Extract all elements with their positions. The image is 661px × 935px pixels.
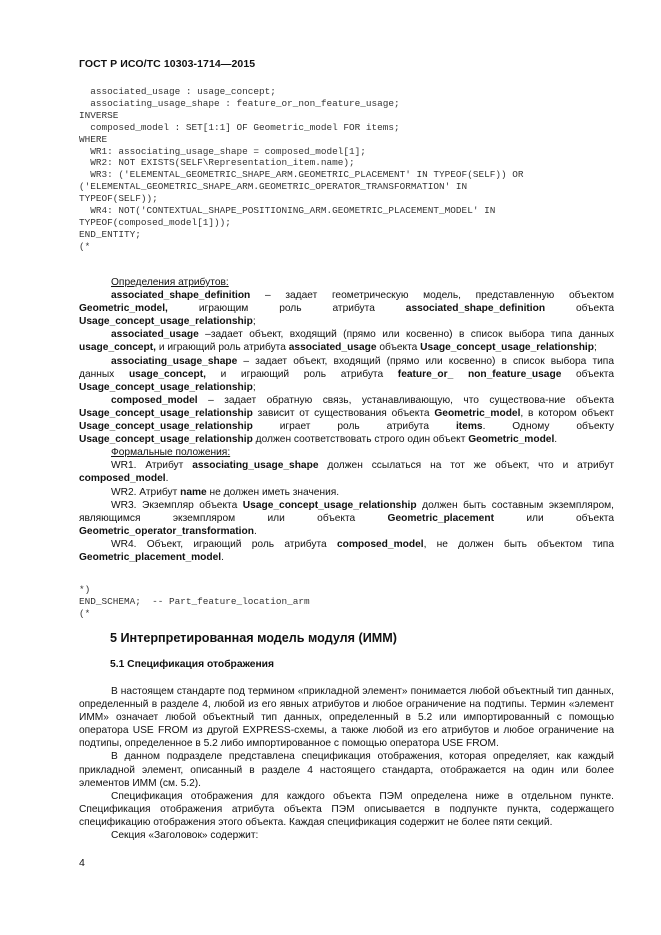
paragraph: В данном подразделе представлена спецификация отображения, которая определяет, как каждый прикладной элемент, описанный в разделе 4 настоящего стандарта, отображается на один или более элементов ИММ (см. 5.2). [79,751,614,789]
code-line: WHERE [79,133,108,145]
code-line: (* [79,240,91,252]
attribute-associated-usage: associated_usage –задает объект, входящий (прямо или косвенно) в список выбора типа данных usage_concept, и играющий роль атрибута associated_usage объекта Usage_concept_usage_relationship; [79,329,614,354]
code-line: associating_usage_shape : feature_or_non_feature_usage; [79,97,400,109]
paragraph: В настоящем стандарте под термином «прикладной элемент» понимается любой объектный тип данных, определенный в разделе 4, любой из его явных атрибутов и любое ограничение на подтипы. Термин «элемент ИММ» означает любой объектный тип данных, определенный в 5.2 или импортированный с помощью оператора USE FROM из другой EXPRESS-схемы, а также любой из его атрибутов и любое ограничение на подтипы, определенное в 5.2 либо импортированное с помощью оператора USE FROM. [79,686,614,750]
express-code-top [79,86,619,253]
code-line: TYPEOF(SELF)); [79,193,158,205]
paragraph: Спецификация отображения для каждого объекта ПЭМ определена ниже в отдельном пункте. Спецификация отображения атрибута объекта ПЭМ описывается в подпункте пункта, содержащего спецификацию отображения этого объекта. Каждая спецификация содержит не более пяти секций. [79,790,614,828]
rule-wr2: WR2. Атрибут name не должен иметь значения. [111,486,340,498]
code-line: (* [79,607,91,619]
express-code-bottom [79,584,619,620]
code-line: associated_usage : usage_concept; [79,86,276,97]
attribute-associating-usage-shape: associating_usage_shape – задает объект, входящий (прямо или косвенно) в список выбора типа данных usage_concept, и играющий роль атрибута feature_or_ non_feature_usage объекта Usage_concept_usage_relationship; [79,355,614,393]
attribute-associated-shape-definition: associated_shape_definition – задает геометрическую модель, представленную объектом Geometric_model, играющим роль атрибута associated_shape_definition объекта Usage_concept_usage_relationship; [79,290,614,328]
code-line: ('ELEMENTAL_GEOMETRIC_SHAPE_ARM.GEOMETRIC_OPERATOR_TRANSFORMATION' IN [79,181,468,193]
section-5-1-body [79,685,614,842]
code-line: END_ENTITY; [79,228,141,240]
code-line: WR4: NOT('CONTEXTUAL_SHAPE_POSITIONING_ARM.GEOMETRIC_PLACEMENT_MODEL' IN [79,205,496,217]
attributes-heading: Определения атрибутов: [111,277,229,288]
code-line: *) [79,584,91,595]
code-line: composed_model : SET[1:1] OF Geometric_model FOR items; [79,121,400,133]
code-line: END_SCHEMA; -- Part_feature_location_arm [79,595,310,607]
page-number: 4 [79,857,85,869]
code-line: WR2: NOT EXISTS(SELF\Representation_item.name); [79,157,355,169]
attribute-definitions [79,276,614,564]
section-5-title: 5 Интерпретированная модель модуля (ИММ) [110,631,397,645]
code-line: INVERSE [79,109,119,121]
attribute-composed-model: composed_model – задает обратную связь, устанавливающую, что существова-ние объекта Usage_concept_usage_relationship зависит от существования объекта Geometric_model, в котором объект Usage_concept_usage_relationship играет роль атрибута items. Одному объекту Usage_concept_usage_relationship должен соответствовать строго один объект Geometric_model. [79,394,615,446]
code-line: TYPEOF(composed_model[1])); [79,216,231,228]
code-line: WR1: associating_usage_shape = composed_model[1]; [79,145,366,157]
rule-wr1: WR1. Атрибут associating_usage_shape должен ссылаться на тот же объект, что и атрибут composed_model. [79,460,615,485]
rule-wr4: WR4. Объект, играющий роль атрибута composed_model, не должен быть объектом типа Geometric_placement_model. [79,538,614,563]
rule-wr3: WR3. Экземпляр объекта Usage_concept_usage_relationship должен быть составным экземпляром, являющимся экземпляром или объекта Geometric_placement или объекта Geometric_operator_transformation. [79,499,614,537]
paragraph: Секция «Заголовок» содержит: [111,830,259,842]
code-line: WR3: ('ELEMENTAL_GEOMETRIC_SHAPE_ARM.GEOMETRIC_PLACEMENT' IN TYPEOF(SELF)) OR [79,169,524,181]
document-header: ГОСТ Р ИСО/ТС 10303-1714—2015 [79,58,256,70]
rules-heading: Формальные положения: [111,447,231,459]
section-5-1-title: 5.1 Спецификация отображения [110,659,275,670]
